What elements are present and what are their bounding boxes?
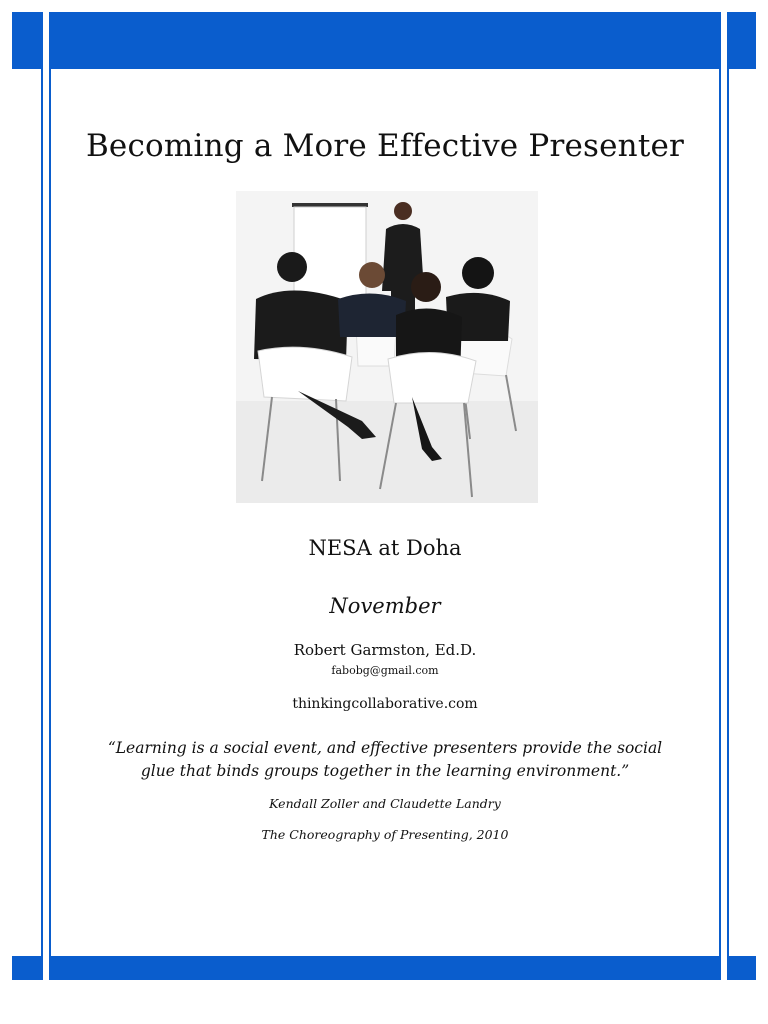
frame-top-banner [51, 12, 719, 69]
frame-bottom-right-block [728, 956, 756, 980]
frame-top-left-block [12, 12, 41, 69]
frame-bottom-banner [51, 956, 719, 980]
author-name: Robert Garmston, Ed.D. [293, 641, 477, 659]
presentation-illustration [236, 191, 538, 503]
frame-rule [41, 12, 43, 980]
document-title: Becoming a More Effective Presenter [85, 128, 685, 164]
frame-rule [719, 12, 721, 980]
frame-bottom-left-block [12, 956, 41, 980]
presentation-photo [236, 191, 538, 503]
frame-rule [727, 12, 729, 980]
website-link[interactable]: thinkingcollaborative.com [292, 696, 478, 712]
frame-top-right-block [728, 12, 756, 69]
event-month: November [329, 594, 441, 618]
quote-source: The Choreography of Presenting, 2010 [261, 827, 509, 842]
author-email[interactable]: fabobg@gmail.com [331, 664, 439, 677]
quote-attribution: Kendall Zoller and Claudette Landry [269, 796, 501, 811]
quote-text: “Learning is a social event, and effective presenters provide the social glue that binds groups together in the learning environment.” [107, 739, 663, 780]
event-name: NESA at Doha [308, 536, 462, 560]
